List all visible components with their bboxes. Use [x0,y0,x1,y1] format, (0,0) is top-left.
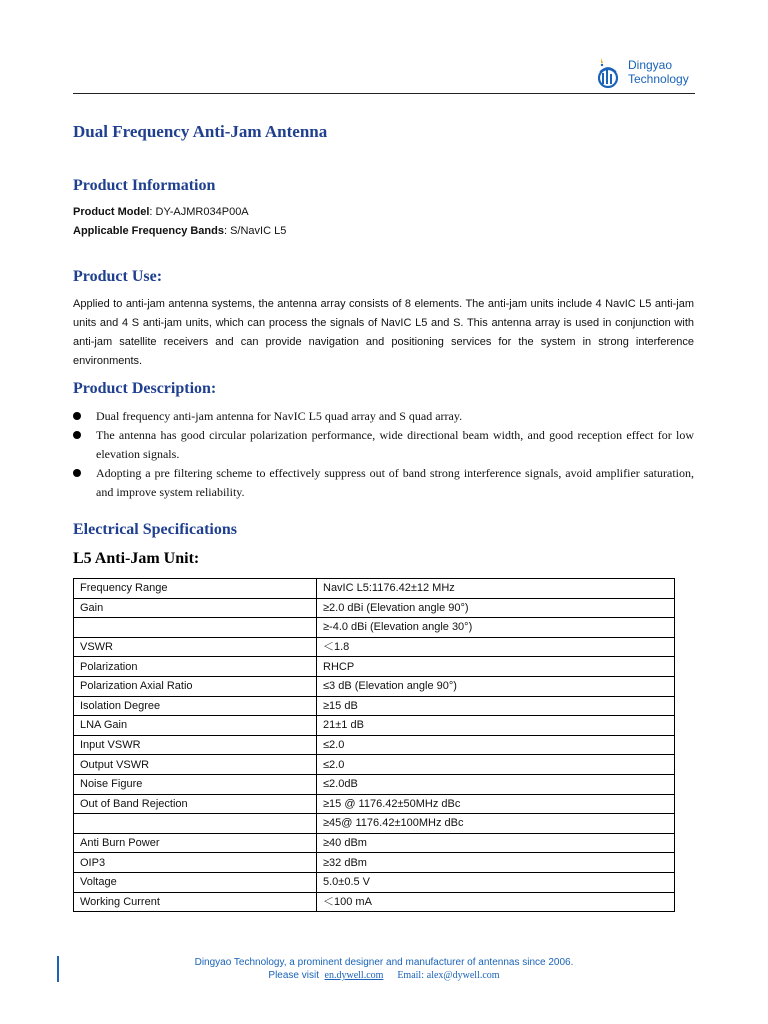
table-row [74,872,675,892]
table-row [74,637,675,657]
logo-line-1: Dingyao [628,58,673,72]
product-use-heading: Product Use: [73,268,163,285]
frequency-bands-value: : S/NavIC L5 [223,225,287,237]
list-item [73,407,694,426]
frequency-bands-line [73,225,286,237]
electrical-specifications-heading: Electrical Specifications [73,521,237,538]
table-row [74,696,675,716]
spec-name [74,814,317,834]
specifications-table [73,578,675,912]
product-use-text: Applied to anti-jam antenna systems, the antenna array consists of 8 elements. The anti-jam units include 4 NavIC L5 anti-jam units and 4 S anti-jam units, which can process the signals of NavIC L5 and S. This antenna array is used in conjunction with anti-jam satellite receivers and can provide navigation and positioning services for the system in strong interference environments. [73,298,694,367]
antenna-logo-icon [594,54,626,90]
table-row [74,618,675,638]
spec-value: ≤3 dB (Elevation angle 90°) [317,676,675,696]
product-model-value: : DY-AJMR034P00A [149,206,249,218]
spec-name: Out of Band Rejection [74,794,317,814]
document-title: Dual Frequency Anti-Jam Antenna [73,122,328,141]
table-row [74,716,675,736]
spec-name: Working Current [74,892,317,912]
product-model-label: Product Model [73,206,150,218]
logo-text [628,58,689,86]
list-item-text: Adopting a pre filtering scheme to effectively suppress out of band strong interference signals, avoid amplifier saturation, and improve system reliability. [96,466,694,499]
header-divider [73,93,695,94]
spec-value: 5.0±0.5 V [317,872,675,892]
spec-name: Noise Figure [74,774,317,794]
spec-value: ≥15 dB [317,696,675,716]
spec-name: Input VSWR [74,735,317,755]
l5-unit-subheading: L5 Anti-Jam Unit: [73,550,200,567]
footer-contact [0,970,768,981]
table-row [74,853,675,873]
spec-value: ≥-4.0 dBi (Elevation angle 30°) [317,618,675,638]
spec-value: ＜100 mA [317,892,675,912]
frequency-bands-label: Applicable Frequency Bands [73,225,224,237]
spec-value: ≥40 dBm [317,833,675,853]
footer-tagline: Dingyao Technology, a prominent designer and manufacturer of antennas since 2006. [194,957,574,968]
spec-name: Polarization Axial Ratio [74,676,317,696]
spec-value: ≥15 @ 1176.42±50MHz dBc [317,794,675,814]
table-row [74,814,675,834]
spec-value: ≤2.0 [317,755,675,775]
spec-value: ≤2.0dB [317,774,675,794]
spec-name: Frequency Range [74,579,317,599]
description-list [73,407,694,502]
spec-name: Isolation Degree [74,696,317,716]
spec-name: Gain [74,598,317,618]
spec-name: Anti Burn Power [74,833,317,853]
bullet-icon [73,412,81,420]
spec-value: ＜1.8 [317,637,675,657]
spec-name [74,618,317,638]
product-model-line [73,206,249,218]
spec-value: NavIC L5:1176.42±12 MHz [317,579,675,599]
product-information-heading: Product Information [73,177,216,194]
spec-value: 21±1 dB [317,716,675,736]
table-row [74,794,675,814]
table-row [74,774,675,794]
spec-value: ≥2.0 dBi (Elevation angle 90°) [317,598,675,618]
list-item [73,464,694,502]
bullet-icon [73,431,81,439]
table-row [74,833,675,853]
spec-value: RHCP [317,657,675,677]
list-item-text: The antenna has good circular polarization performance, wide directional beam width, and good reception effect for low elevation signals. [96,428,694,461]
website-link[interactable]: en.dywell.com [324,970,384,981]
table-row [74,598,675,618]
list-item [73,426,694,464]
spec-name: Polarization [74,657,317,677]
spec-name: OIP3 [74,853,317,873]
spec-value: ≤2.0 [317,735,675,755]
table-row [74,755,675,775]
table-row [74,735,675,755]
product-description-heading: Product Description: [73,380,217,397]
spec-name: Output VSWR [74,755,317,775]
bullet-icon [73,469,81,477]
logo-line-2: Technology [628,72,689,86]
spec-name: Voltage [74,872,317,892]
email-address[interactable]: alex@dywell.com [426,970,500,981]
spec-name: VSWR [74,637,317,657]
email-label: Email: [397,970,424,981]
spec-value: ≥45@ 1176.42±100MHz dBc [317,814,675,834]
table-row [74,657,675,677]
company-logo [594,54,704,90]
table-row [74,892,675,912]
spec-name: LNA Gain [74,716,317,736]
list-item-text: Dual frequency anti-jam antenna for NavIC L5 quad array and S quad array. [96,409,463,423]
visit-label: Please visit [268,970,319,981]
table-row [74,579,675,599]
table-row [74,676,675,696]
spec-value: ≥32 dBm [317,853,675,873]
